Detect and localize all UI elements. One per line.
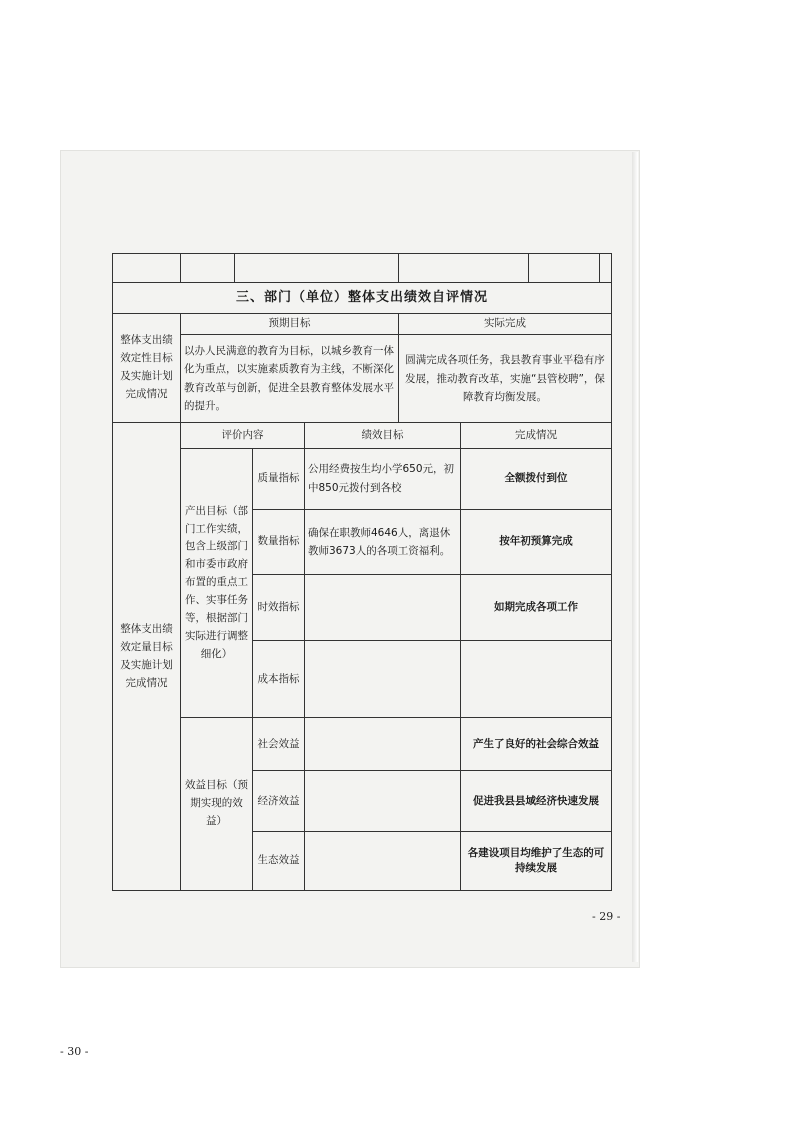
blank-cell — [399, 254, 529, 283]
target-text — [305, 832, 461, 891]
status-text: 如期完成各项工作 — [461, 575, 612, 641]
target-text — [305, 575, 461, 641]
blank-cell — [181, 254, 235, 283]
performance-target-header: 绩效目标 — [305, 423, 461, 448]
status-text: 按年初预算完成 — [461, 509, 612, 575]
section-title: 三、部门（单位）整体支出绩效自评情况 — [113, 283, 612, 313]
indicator-label: 时效指标 — [253, 575, 305, 641]
status-text — [461, 641, 612, 718]
status-text: 产生了良好的社会综合效益 — [461, 718, 612, 771]
blank-cell — [600, 254, 612, 283]
page-edge — [632, 152, 638, 962]
target-text — [305, 771, 461, 832]
outer-page-number: - 30 - — [60, 1045, 89, 1058]
completion-status-header: 完成情况 — [461, 423, 612, 448]
blank-cell — [113, 254, 181, 283]
table-row — [113, 718, 612, 771]
target-text — [305, 718, 461, 771]
indicator-label: 社会效益 — [253, 718, 305, 771]
inner-page-number: - 29 - — [592, 910, 621, 923]
benefit-target-label: 效益目标（预期实现的效益） — [181, 718, 253, 891]
indicator-label: 成本指标 — [253, 641, 305, 718]
output-target-label: 产出目标（部门工作实绩，包含上级部门和市委市政府布置的重点工作、实事任务等，根据部门实际进行调整细化） — [181, 448, 253, 718]
indicator-label: 生态效益 — [253, 832, 305, 891]
target-text: 公用经费按生均小学650元，初中850元拨付到各校 — [305, 448, 461, 509]
indicator-label: 经济效益 — [253, 771, 305, 832]
expected-target-text: 以办人民满意的教育为目标，以城乡教育一体化为重点，以实施素质教育为主线，不断深化教育改革与创新，促进全县教育整体发展水平的提升。 — [181, 335, 399, 423]
expected-target-header: 预期目标 — [181, 313, 399, 334]
indicator-label: 质量指标 — [253, 448, 305, 509]
self-evaluation-table — [112, 253, 612, 891]
target-text: 确保在职教师4646人，离退休教师3673人的各项工资福利。 — [305, 509, 461, 575]
table-row — [113, 448, 612, 509]
status-text: 全额拨付到位 — [461, 448, 612, 509]
actual-completion-text: 圆满完成各项任务，我县教育事业平稳有序发展，推动教育改革，实施“县管校聘”，保障教育均衡发展。 — [399, 335, 612, 423]
evaluation-content-header: 评价内容 — [181, 423, 305, 448]
blank-cell — [235, 254, 399, 283]
actual-completion-header: 实际完成 — [399, 313, 612, 334]
quantitative-row-label: 整体支出绩效定量目标及实施计划完成情况 — [113, 423, 181, 891]
target-text — [305, 641, 461, 718]
status-text: 促进我县县域经济快速发展 — [461, 771, 612, 832]
blank-top-row — [113, 254, 612, 283]
status-text: 各建设项目均维护了生态的可持续发展 — [461, 832, 612, 891]
indicator-label: 数量指标 — [253, 509, 305, 575]
blank-cell — [529, 254, 600, 283]
qualitative-row-label: 整体支出绩效定性目标及实施计划完成情况 — [113, 313, 181, 423]
